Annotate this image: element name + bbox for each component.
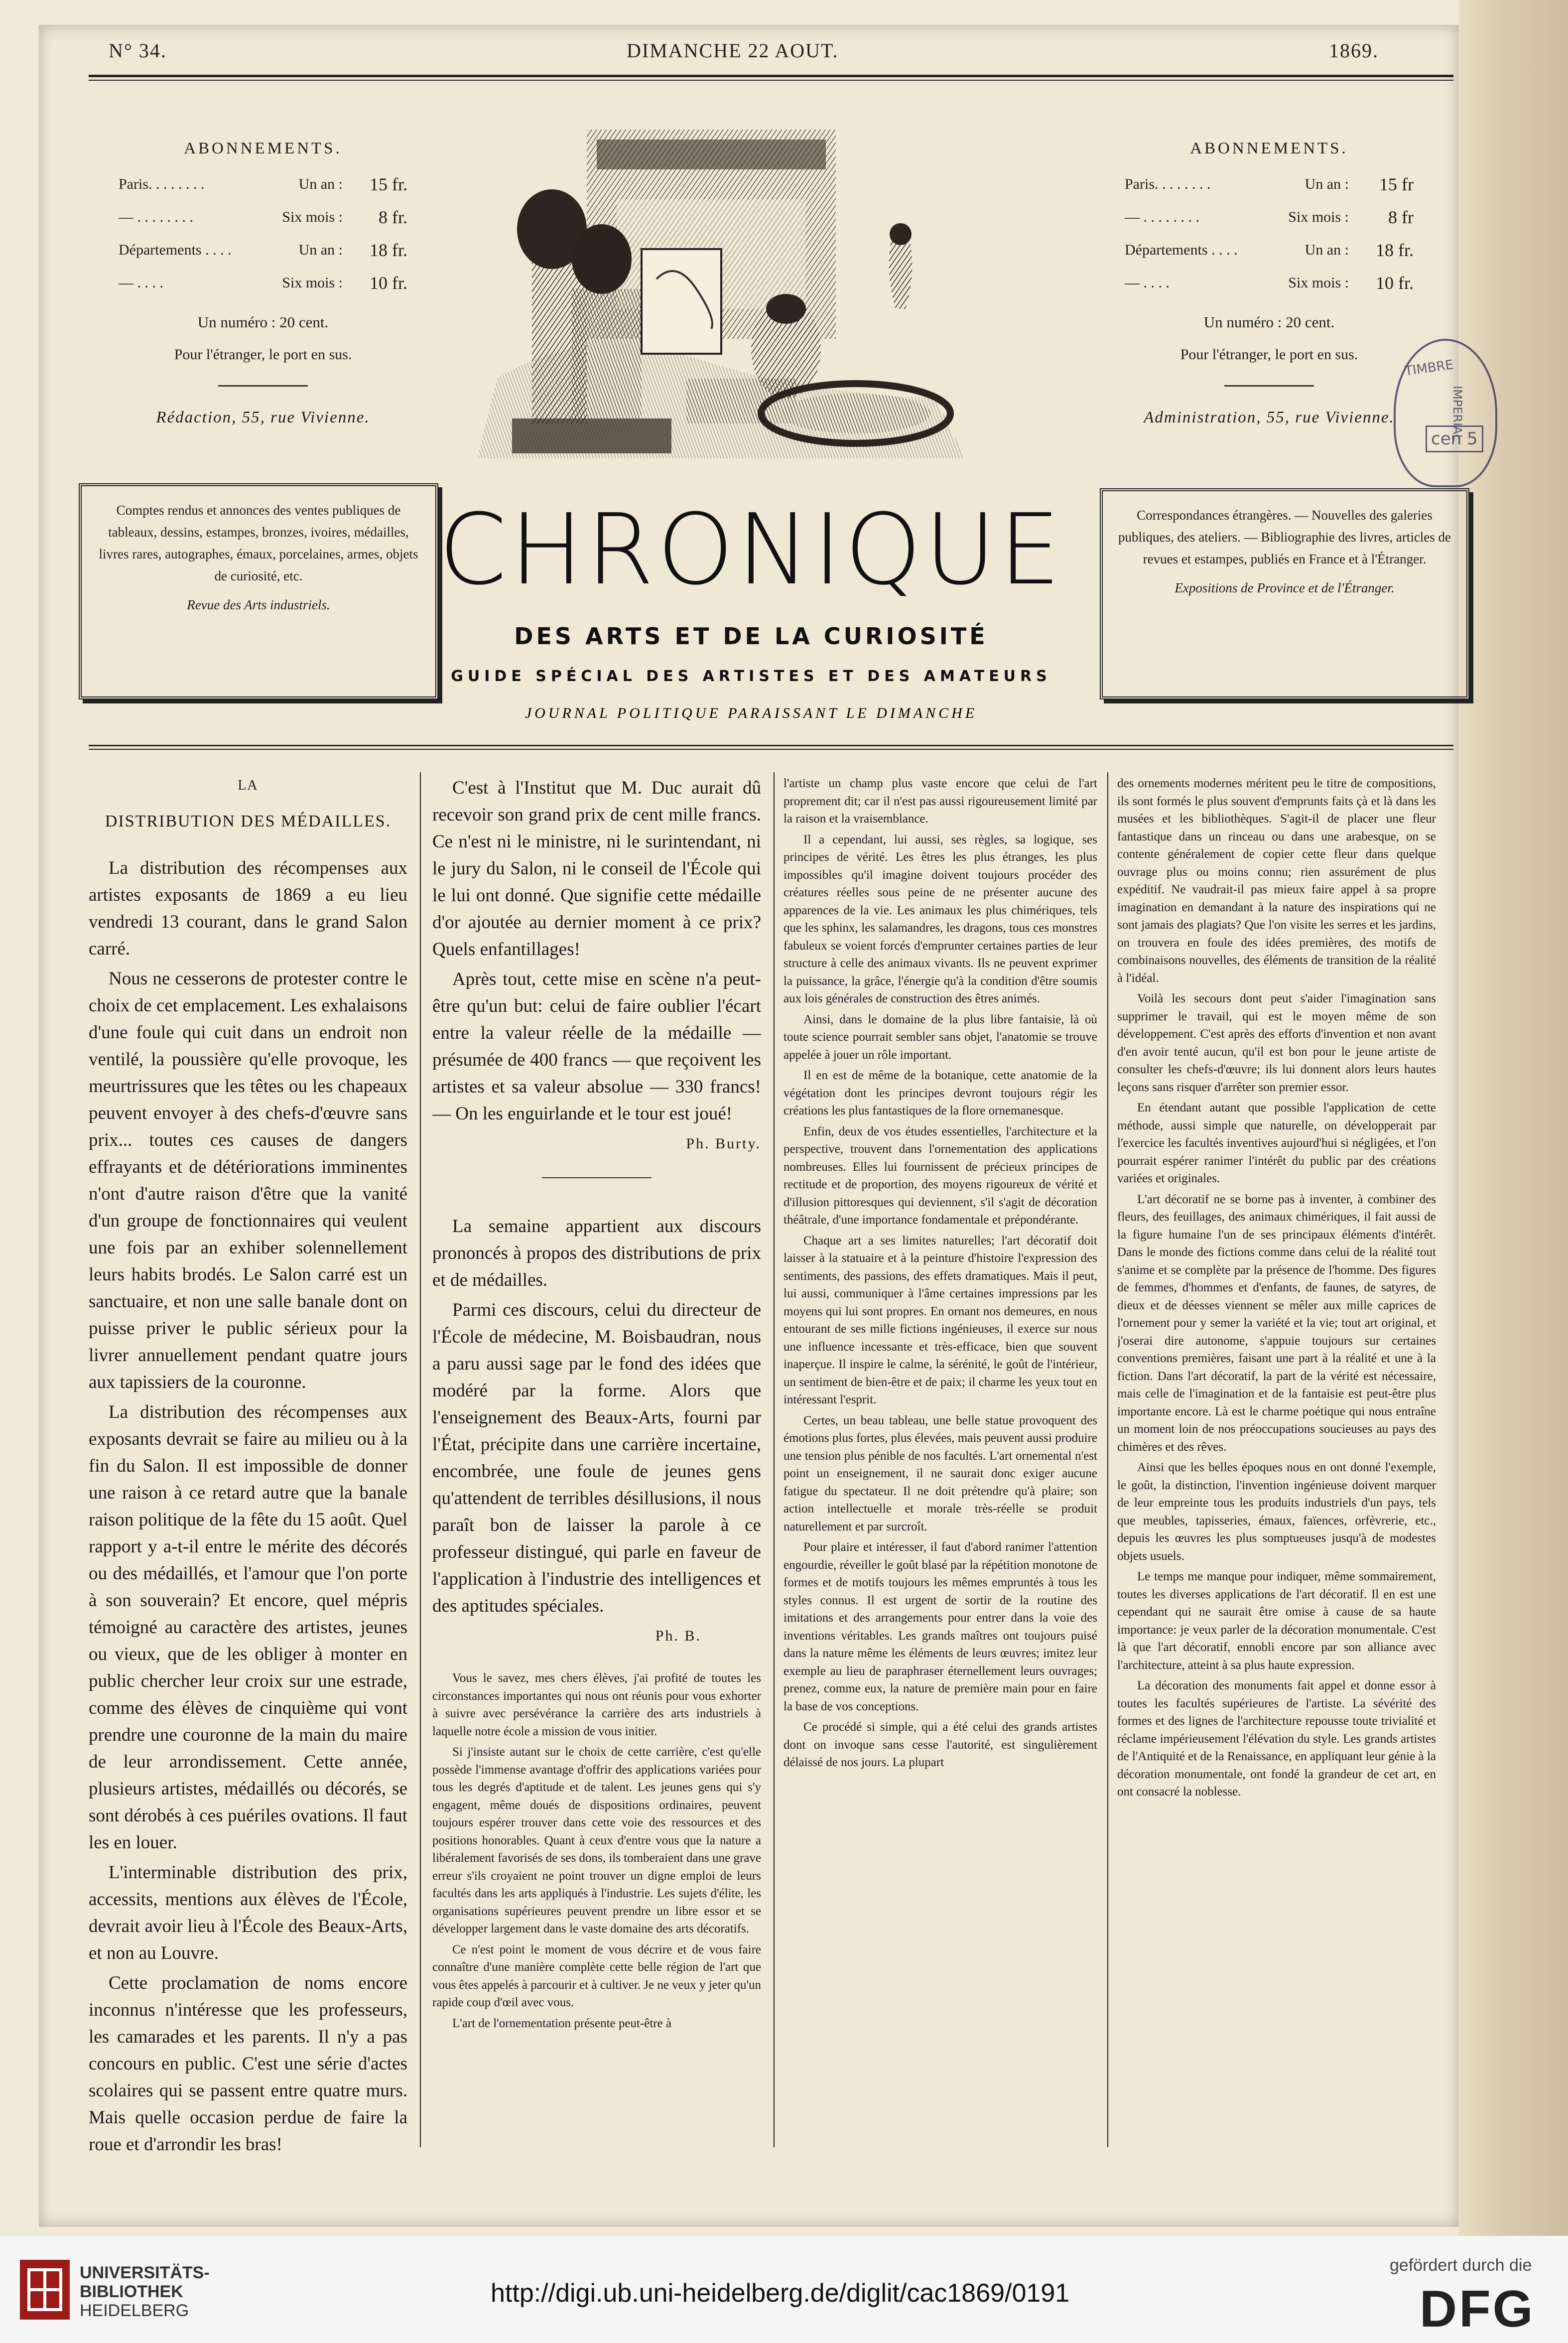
header-bottom-rule <box>89 745 1453 746</box>
paragraph: La semaine appartient aux discours prononcés à propos des distributions de prix et de médailles. <box>432 1216 761 1290</box>
paragraph: En étendant autant que possible l'application de cette méthode, aussi simple que naturelle, on développerait par l'exercice les facultés inventives aujourd'hui si négligées, et l'on pourrait espérer ranimer l'intérêt du public par des créations variées et originales. <box>1117 1101 1436 1185</box>
left-subscription-title: ABONNEMENTS. <box>184 139 342 157</box>
right-sub-row: Paris. . . . . . . . Un an : 15 fr <box>1125 174 1414 194</box>
paragraph: L'art décoratif ne se borne pas à inventer, à combiner des fleurs, des feuillages, des animaux chimériques, il fait aussi de la figure humaine l'un de ses principaux éléments d'intérêt. Dans le monde des fictions comme dans celui de la réalité tout s'anime et se complète par la présence de l'homme. Des figures de femmes, d'hommes et d'enfants, de faunes, de satyres, de dieux et de déesses viennent se mêler aux mille caprices de l'ornement pour y semer la variété et la vie; tout art original, et j'oserai dire autonome, s'appuie toujours sur certaines conventions premières, faisant une part à la réalité et une à la fiction. Dans l'art décoratif, la part de la vérité est nécessaire, mais celle de l'imagination et de la fantaisie est peut-être plus importante encore. Là est le charme poétique qui nous entraîne un moment loin de nos préoccupations soucieuses au pays des chimères et des rêves. <box>1117 1192 1436 1454</box>
right-single-issue-price: Un numéro : 20 cent. <box>1203 313 1335 331</box>
signature: Ph. Burty. <box>686 1135 761 1152</box>
left-sub-row: Paris. . . . . . . . Un an : 15 fr. <box>119 174 407 194</box>
paragraph: La décoration des monuments fait appel et donne essor à toutes les facultés supérieures de l'artiste. La sévérité des formes et des lignes de l'architecture repousse toute trivialité et réclame impérieusement l'élévation du style. Les grands artistes de l'Antiquité et de la Renaissance, en appliquant leur génie à la décoration monumentale, ont fondé la grandeur de cet art, en ont consacré la noblesse. <box>1117 1679 1436 1798</box>
paragraph: Voilà les secours dont peut s'aider l'imagination sans supprimer le travail, qui est le moyen même de son développement. C'est après des efforts d'invention et non avant d'en avoir tenté aucun, qu'il est bon pour le jeune artiste de consulter les chefs-d'œuvre; ils lui donnent alors leurs hautes leçons sans risquer d'arrêter son premier essor. <box>1117 992 1436 1094</box>
right-divider <box>1224 385 1314 387</box>
issue-number: N° 34. <box>109 39 167 62</box>
issue-year: 1869. <box>1329 39 1379 62</box>
right-subscription <box>1125 139 1414 427</box>
column-2 <box>432 775 761 2160</box>
paragraph: Ainsi, dans le domaine de la plus libre fantaisie, là où toute science pourrait sembler sans objet, l'anatomie se trouve appelée à jouer un rôle important. <box>784 1012 1097 1062</box>
left-notice-box <box>79 483 438 699</box>
masthead-engraving <box>437 100 1025 483</box>
paragraph: La distribution des récompenses aux artistes exposants de 1869 a eu lieu vendredi 13 courant, dans le grand Salon carré. <box>89 858 407 959</box>
newspaper-title: CHRONIQUE <box>438 493 1064 607</box>
left-sub-row: — . . . . . . . . Six mois : 8 fr. <box>119 207 407 227</box>
column-divider <box>420 772 421 2147</box>
top-rule-thin <box>89 80 1453 81</box>
paragraph: La distribution des récompenses aux exposants devrait se faire au milieu ou à la fin du Salon. Il est impossible de donner une raison à ce retard autre que la banale raison politique de la fête du 15 août. Quel rapport y a-t-il entre le mérite des décorés ou des médaillés, et l'amour que l'on porte à son souverain? Et encore, quel mépris témoigné au caractère des artistes, jeunes ou vieux, que de les obliger à monter en public chercher leur croix sur une estrade, comme des élèves de cinquième qui vont prendre une couronne de la main du maire de leur arrondissement. Cette année, plusieurs artistes, médaillés ou décorés, se sont dérobés à ces puériles ovations. Il faut les en louer. <box>89 1402 407 1853</box>
newspaper-subtitle: DES ARTS ET DE LA CURIOSITÉ <box>514 623 988 650</box>
paragraph: Parmi ces discours, celui du directeur de l'École de médecine, M. Boisbaudran, nous a paru aussi sage par le fond des idées que modéré par la forme. Alors que l'enseignement des Beaux-Arts, fourni par l'État, précipite dans une carrière incertaine, encombrée, une foule de jeunes gens qu'attendent de terribles désillusions, il nous paraît bon de laisser la parole à ce professeur distingué, qui parle en faveur de l'application à l'industrie des intelligences et des aptitudes spéciales. <box>432 1300 761 1616</box>
column-divider <box>1107 772 1108 2147</box>
newspaper-page <box>39 25 1478 2227</box>
left-office-address: Rédaction, 55, rue Vivienne. <box>156 409 370 426</box>
paragraph: des ornements modernes méritent peu le titre de compositions, ils sont formés le plus souvent d'emprunts faits çà et là dans les musées et les bibliothèques. S'agit-il de placer une fleur fantastique dans un rinceau ou dans une arabesque, on se contente généralement de copier cette fleur dans quelque ouvrage plus ou moins connu; rien assurément de plus expéditif. Ne vaudrait-il pas mieux faire appel à sa propre imagination en demandant à la nature des inspirations qui ne sont jamais des plagiats? Que l'on visite les serres et les jardins, on trouvera en foule des idées premières, des motifs de combinaisons nouvelles, des éléments de transition de la réalité à l'idéal. <box>1117 777 1436 985</box>
paragraph: Il a cependant, lui aussi, ses règles, sa logique, ses principes de vérité. Les êtres les plus étranges, les plus impossibles qu'il imagine doivent toujours procéder des créatures réelles sous peine de ne présenter aucune des apparences de la vie. Les animaux les plus chimériques, tels que les sphinx, les salamandres, les dragons, tous ces monstres fabuleux se voient forcés d'emprunter certaines parties de leur structure à celle des animaux vivants. Ils ne peuvent exprimer la puissance, la grâce, l'énergie qu'à la condition d'être soumis aux lois générales de construction des êtres animés. <box>784 832 1097 1005</box>
left-notice-footer: Revue des Arts industriels. <box>187 597 330 612</box>
quote-paragraph: Vous le savez, mes chers élèves, j'ai profité de toutes les circonstances importantes qui nous ont réunis pour vous exhorter à suivre avec persévérance la carrière des arts industriels à laquelle notre école a mission de vous initier. <box>432 1671 761 1738</box>
quote-paragraph: Ce n'est point le moment de vous décrire et de vous faire connaître d'une manière complète cette belle région de l'art que vous êtes appelés à parcourir et à cultiver. Je ne veux y jeter qu'un rapide coup d'œil avec vous. <box>432 1942 761 2009</box>
funding-note: gefördert durch die <box>1390 2256 1532 2275</box>
right-notice-text: Correspondances étrangères. — Nouvelles des galeries publiques, des ateliers. — Bibliographie des livres, articles de revues et estampes, publiés en France et à l'Étranger. <box>1118 508 1451 566</box>
tax-stamp: TIMBRE IMPERIAL cen 5 <box>1394 339 1497 487</box>
signature: Ph. B. <box>655 1628 701 1644</box>
paragraph: Cette proclamation de noms encore inconnus n'intéresse que les professeurs, les camarades et les parents. Il n'y a pas concours en public. C'est une série d'actes scolaires qui se passent entre quatre murs. Mais quelle occasion perdue de faire la roue et d'arrondir les bras! <box>89 1973 407 2155</box>
column-1 <box>89 772 407 2157</box>
header-bottom-rule-thin <box>89 749 1453 750</box>
paragraph: Certes, un beau tableau, une belle statue provoquent des émotions plus fortes, plus élevées, mais peuvent aussi produire une tension plus pénible de nos facultés. L'art ornemental n'est point un enseignement, il ne saurait donc exiger aucune fatigue du spectateur. Il ne doit prétendre qu'à plaire; son action intellectuelle et morale très-réelle se produit naturellement et par surcroît. <box>784 1413 1097 1533</box>
paragraph: Enfin, deux de vos études essentielles, l'architecture et la perspective, trouvent dans l'ornementation des applications nombreuses. Elles lui fournissent de précieux principes de rectitude et de proportion, des moyens rigoureux de vérité et d'illusion pittoresques qui deviennent, s'il s'agit de décoration théâtrale, d'une importance fondamentale et prépondérante. <box>784 1124 1097 1227</box>
paragraph: L'interminable distribution des prix, accessits, mentions aux élèves de l'École, devrait avoir lieu à l'École des Beaux-Arts, et non au Louvre. <box>89 1862 407 1963</box>
article-kicker: LA <box>238 778 259 793</box>
page-spine <box>1458 0 1568 2236</box>
left-divider <box>218 385 308 387</box>
paragraph: C'est à l'Institut que M. Duc aurait dû recevoir son grand prix de cent mille francs. Ce n'est ni le ministre, ni le surintendant, ni le jury du Salon, ni le conseil de l'École qui le lui ont donné. Que signifie cette médaille d'or ajoutée au dernier moment à ce prix? Quels enfantillages! <box>432 778 761 960</box>
column-divider <box>774 772 775 2147</box>
paragraph: Ce procédé si simple, qui a été celui des grands artistes dont on invoque sans cesse l'autorité, est singulièrement délaissé de nos jours. La plupart <box>784 1720 1097 1769</box>
left-notice-text: Comptes rendus et annonces des ventes publiques de tableaux, dessins, estampes, bronzes, ivoires, médailles, livres rares, autographes, émaux, porcelaines, armes, objets de curiosité, etc. <box>99 503 418 583</box>
right-sub-row: Départements . . . . Un an : 18 fr. <box>1125 240 1414 260</box>
paragraph: Pour plaire et intéresser, il faut d'abord ranimer l'attention engourdie, réveiller le goût blasé par la répétition monotone de formes et de motifs toujours les mêmes empruntés à tous les styles connus. Il est urgent de sortir de la routine des imitations et des arrangements pour entrer dans la voie des inventions véritables. Les grands maîtres ont toujours puisé dans la nature même les éléments de leurs œuvres; imitez leur exemple au lieu de paraphraser éternellement leurs ouvrages; prenez, comme eux, la nature de première main pour en faire la base de vos conceptions. <box>784 1540 1097 1713</box>
paragraph: Après tout, cette mise en scène n'a peut-être qu'un but: celui de faire oublier l'écart entre la valeur réelle de la médaille — présumée de 400 francs — que reçoivent les artistes et sa valeur absolue — 330 francs! — On les enguirlande et le tour est joué! <box>432 969 761 1124</box>
right-notice-box <box>1100 488 1469 699</box>
quote-paragraph: Si j'insiste autant sur le choix de cette carrière, c'est qu'elle possède l'immense avantage d'offrir des applications variées pour tous les degrés d'aptitude et de talent. Les jeunes gens qui s'y engagent, même doués de dispositions ordinaires, peuvent toujours espérer trouver dans cette voie des ressources et des positions honorables. Quant à ceux d'entre vous que la nature a libéralement favorisés de ses dons, ils tomberaient dans une grave erreur s'ils croyaient ne point trouver un digne emploi de leurs facultés dans les arts appliqués à l'industrie. Les sujets d'élite, les organisations supérieures peuvent prendre un libre essor et se développer largement dans le vaste domaine des arts décoratifs. <box>432 1745 761 1935</box>
right-abroad-note: Pour l'étranger, le port en sus. <box>1180 346 1358 363</box>
quote-paragraph: L'art de l'ornementation présente peut-être à <box>452 2016 672 2030</box>
left-sub-row: Départements . . . . Un an : 18 fr. <box>119 240 407 260</box>
paragraph: Ainsi que les belles époques nous en ont donné l'exemple, le goût, la distinction, l'invention ingénieuse doivent marquer de leur empreinte tous les produits industriels d'un pays, tels que meubles, tapisseries, émaux, faïences, orfèvrerie, etc., depuis les œuvres les plus somptueuses jusqu'à de modestes objets usuels. <box>1117 1461 1436 1563</box>
newspaper-journal-line: JOURNAL POLITIQUE PARAISSANT LE DIMANCHE <box>524 705 978 721</box>
dfg-logo: DFG <box>1420 2280 1535 2338</box>
left-subscription <box>119 139 407 427</box>
paragraph: Il en est de même de la botanique, cette anatomie de la végétation dont les principes devront toujours régir les créations les plus fantastiques de la flore ornemanesque. <box>784 1069 1097 1117</box>
paragraph: Nous ne cesserons de protester contre le choix de cet emplacement. Les exhalaisons d'une foule qui cuit dans un endroit non ventilé, la poussière qu'elle provoque, les meurtrissures que les têtes ou les chapeaux peuvent envoyer à des chefs-d'œuvre sans prix... toutes ces causes de dangers effrayants et de détériorations imminentes n'ont d'autre raison d'être que la vanité d'un groupe de fonctionnaires qui veulent une fois par an exhiber solennellement leurs habits brodés. Le Salon carré est un sanctuaire, et non une salle banale dont on puisse priver le public sérieux pour la livrer annuellement pendant quatre jours aux tapissiers de la couronne. <box>89 968 407 1392</box>
right-office-address: Administration, 55, rue Vivienne. <box>1144 409 1395 426</box>
right-subscription-title: ABONNEMENTS. <box>1190 139 1348 157</box>
right-sub-row: — . . . . Six mois : 10 fr. <box>1125 273 1414 293</box>
paragraph: l'artiste un champ plus vaste encore que celui de l'art proprement dit; car il n'est pas aussi rigoureusement limité par la raison et la vraisemblance. <box>784 777 1097 826</box>
column-3 <box>784 775 1097 2160</box>
left-single-issue-price: Un numéro : 20 cent. <box>197 313 329 331</box>
section-divider <box>542 1177 652 1178</box>
digitization-footer <box>0 2236 1568 2343</box>
paragraph: Chaque art a ses limites naturelles; l'art décoratif doit laisser à la statuaire et à la peinture d'histoire l'expression des sentiments, des passions, des effets dramatiques. Mais il peut, lui aussi, communiquer à l'âme certaines impressions par les moyens qui lui sont propres. En ornant nos demeures, en nous entourant de ses mille fictions ingénieuses, il exerce sur nous une influence incessante et très-efficace, bien que souvent inaperçue. Il inspire le calme, la sérénité, le goût de l'intérieur, un sentiment de bien-être et de paix; il charme les yeux tout en intéressant l'esprit. <box>784 1234 1097 1406</box>
right-sub-row: — . . . . . . . . Six mois : 8 fr <box>1125 207 1414 227</box>
paragraph: Le temps me manque pour indiquer, même sommairement, toutes les diverses applications de l'art décoratif. Il en est une cependant qui ne saurait être omise à cause de sa haute importance: je veux parler de la décoration monumentale. C'est là que l'art décoratif, ennobli encore par son alliance avec l'architecture, atteint à sa plus haute expression. <box>1117 1570 1436 1672</box>
left-abroad-note: Pour l'étranger, le port en sus. <box>174 346 352 363</box>
institution-name: UNIVERSITÄTS- BIBLIOTHEK HEIDELBERG <box>80 2263 210 2320</box>
right-notice-footer: Expositions de Province et de l'Étranger. <box>1175 580 1395 595</box>
newspaper-tagline: GUIDE SPÉCIAL DES ARTISTES ET DES AMATEURS <box>451 668 1051 685</box>
university-logo-icon <box>20 2260 70 2320</box>
top-rule <box>89 75 1453 77</box>
permalink-url[interactable]: http://digi.ub.uni-heidelberg.de/diglit/cac1869/0191 <box>491 2279 1070 2308</box>
left-sub-row: — . . . . Six mois : 10 fr. <box>119 273 407 293</box>
issue-date: DIMANCHE 22 AOUT. <box>627 39 839 62</box>
column-4 <box>1117 775 1436 2160</box>
article-heading: DISTRIBUTION DES MÉDAILLES. <box>105 812 392 830</box>
